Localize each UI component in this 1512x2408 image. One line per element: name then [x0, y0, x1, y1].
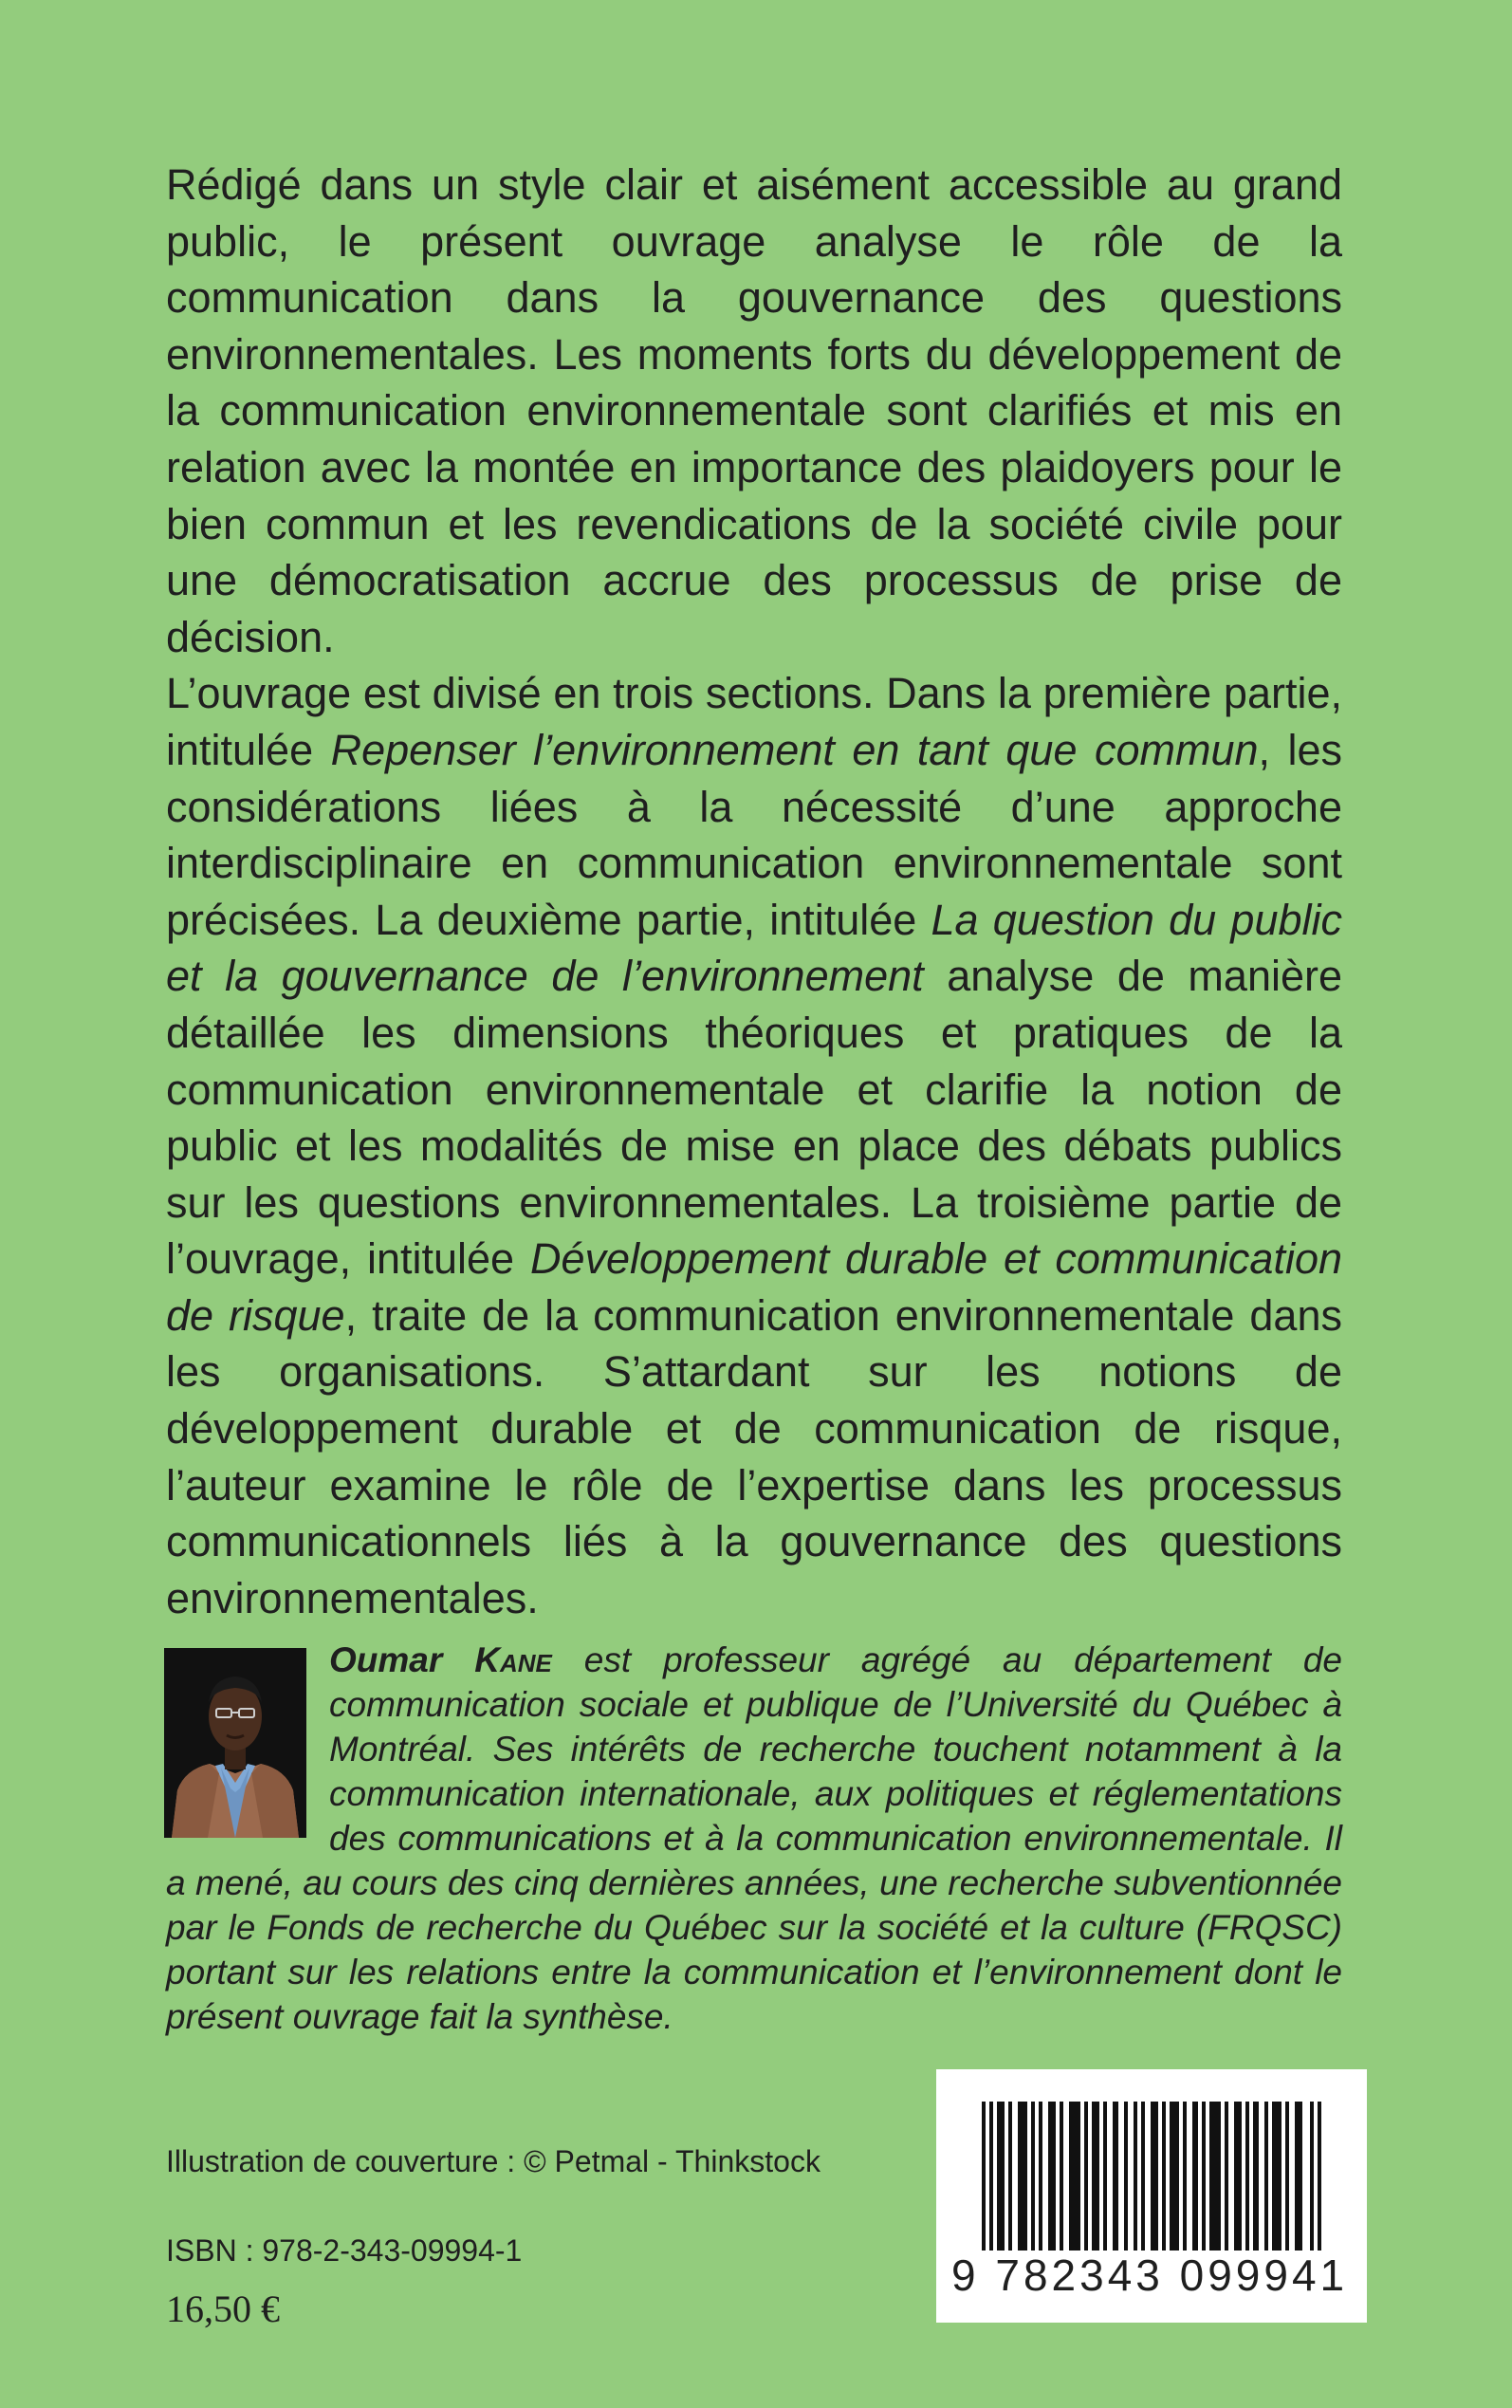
summary-text-a: L’ouvrage est divisé en trois sections. Dans la première partie, intitulée	[166, 669, 1342, 774]
part-one-title: Repenser l’environnement en tant que commun	[330, 725, 1259, 774]
part-three-title: Développement durable et communication de risque	[166, 1234, 1343, 1340]
part-two-title: La question du public et la gouvernance de l’environnement	[166, 895, 1343, 1001]
author-first-name: Oumar	[329, 1640, 443, 1679]
author-bio-text	[166, 1638, 1342, 2039]
summary-text-b: , les considérations liées à la nécessité d’une approche interdisciplinaire en communication environnementale sont précisées. La deuxième partie, intitulée	[166, 725, 1343, 944]
cover-illustration-credit: Illustration de couverture : © Petmal - Thinkstock	[166, 2144, 821, 2178]
summary-paragraph-2	[166, 665, 1342, 1626]
author-bio	[166, 1638, 1342, 2039]
barcode-number	[950, 2251, 1357, 2300]
summary-text-d: , traite de la communication environnementale dans les organisations. S’attardant sur les notions de développement durable et de communication de risque, l’auteur examine le rôle de l’expertise dans les processus communicationnels liés à la gouvernance des questions environnementales.	[166, 1290, 1342, 1622]
summary-paragraph-1: Rédigé dans un style clair et aisément accessible au grand public, le présent ouvrage analyse le rôle de la communication dans la gouvernance des questions environnementales. Les moments forts du développement de la communication environnementale sont clarifiés et mis en relation avec la montée en importance des plaidoyers pour le bien commun et les revendications de la société civile pour une démocratisation accrue des processus de prise de décision.	[166, 160, 1342, 661]
author-bio-body: est professeur agrégé au département de communication sociale et publique de l’Université du Québec à Montréal. Ses intérêts de recherche touchent notamment à la communication internationale, aux politiques et réglementations des communications et à la communication environnementale. Il a mené, au cours des cinq dernières années, une recherche subventionnée par le Fonds de recherche du Québec sur la société et la culture (FRQSC) portant sur les relations entre la communication et l’environnement dont le présent ouvrage fait la synthèse.	[166, 1640, 1342, 2036]
photo-spacer	[166, 1638, 329, 1833]
author-last-name: Kane	[474, 1640, 552, 1679]
back-cover-summary	[166, 157, 1342, 1626]
barcode	[936, 2069, 1367, 2323]
price: 16,50 €	[166, 2288, 280, 2330]
barcode-digits: 9 782343 099941	[951, 2251, 1349, 2300]
summary-text-c: analyse de manière détaillée les dimensions théoriques et pratiques de la communication environnementale et clarifie la notion de public et les modalités de mise en place des débats publics sur les questions environnementales. La troisième partie de l’ouvrage, intitulée	[166, 952, 1343, 1284]
isbn: ISBN : 978-2-343-09994-1	[166, 2233, 523, 2268]
